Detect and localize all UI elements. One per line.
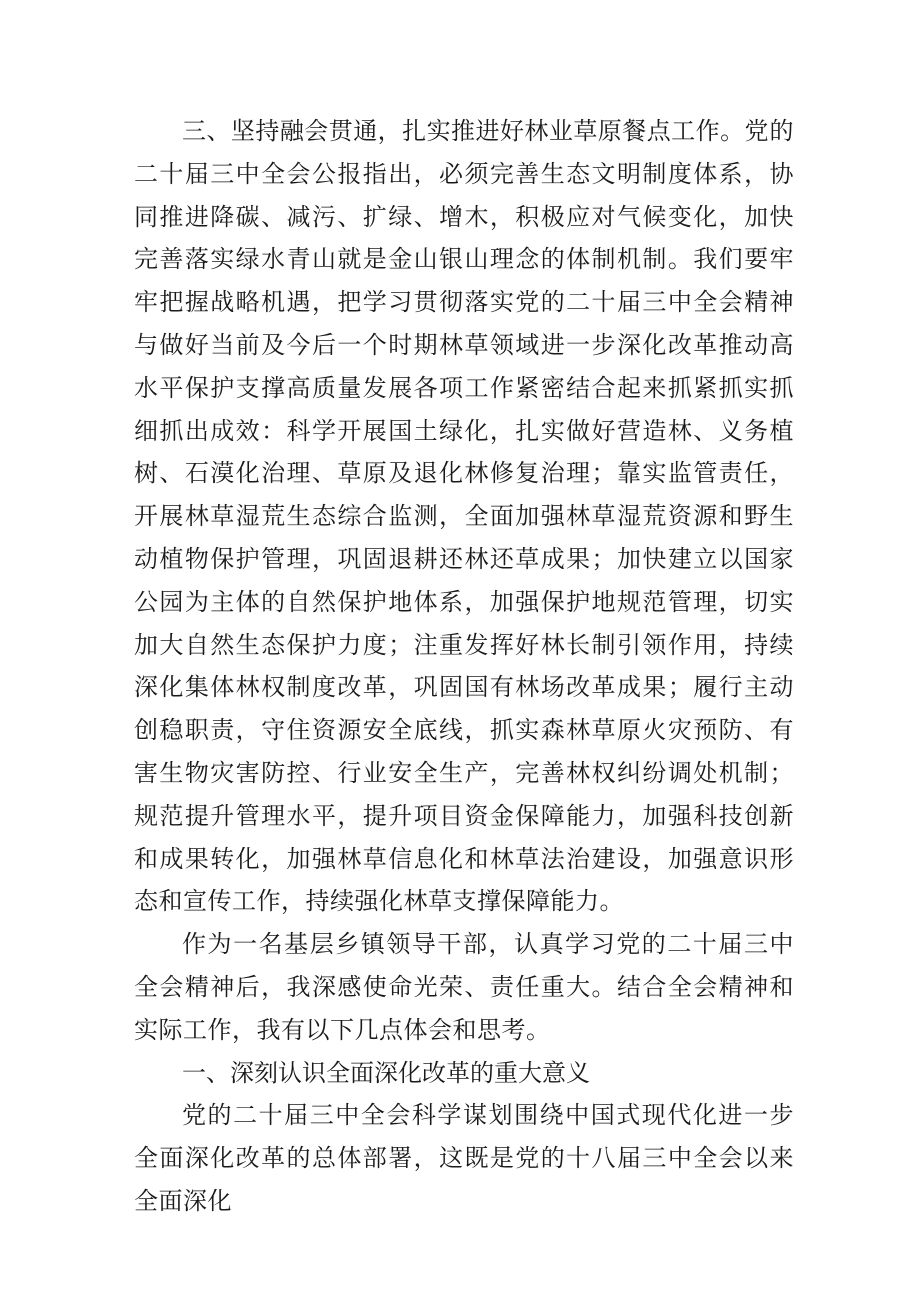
paragraph-section-one-body: 党的二十届三中全会科学谋划围绕中国式现代化进一步全面深化改革的总体部署，这既是党的十八届三中全会以来全面深化: [134, 1101, 794, 1215]
paragraph-section-three: [134, 110, 794, 923]
section-three-body: 党的二十届三中全会公报指出，必须完善生态文明制度体系，协同推进降碳、减污、扩绿、增木，积极应对气候变化，加快完善落实绿水青山就是金山银山理念的体制机制。我们要牢牢把握战略机遇，把学习贯彻落实党的二十届三中全会精神与做好当前及今后一个时期林草领域进一步深化改革推动高水平保护支撑高质量发展各项工作紧密结合起来抓紧抓实抓细抓出成效：科学开展国土绿化，扎实做好营造林、义务植树、石漠化治理、草原及退化林修复治理；靠实监管责任，开展林草湿荒生态综合监测，全面加强林草湿荒资源和野生动植物保护管理，巩固退耕还林还草成果；加快建立以国家公园为主体的自然保护地体系，加强保护地规范管理，切实加大自然生态保护力度；注重发挥好林长制引领作用，持续深化集体林权制度改革，巩固国有林场改革成果；履行主动创稳职责，守住资源安全底线，抓实森林草原火灾预防、有害生物灾害防控、行业安全生产，完善林权纠纷调处机制；规范提升管理水平，提升项目资金保障能力，加强科技创新和成果转化，加强林草信息化和林草法治建设，加强意识形态和宣传工作，持续强化林草支撑保障能力。: [134, 117, 795, 916]
paragraph-reflection-intro: 作为一名基层乡镇领导干部，认真学习党的二十届三中全会精神后，我深感使命光荣、责任重大。结合全会精神和实际工作，我有以下几点体会和思考。: [134, 930, 794, 1044]
document-body: [134, 110, 794, 1223]
section-three-lead: 三、坚持融会贯通，扎实推进好林业草原餐点工作。: [182, 117, 745, 145]
heading-section-one: 一、深刻认识全面深化改革的重大意义: [182, 1058, 590, 1087]
